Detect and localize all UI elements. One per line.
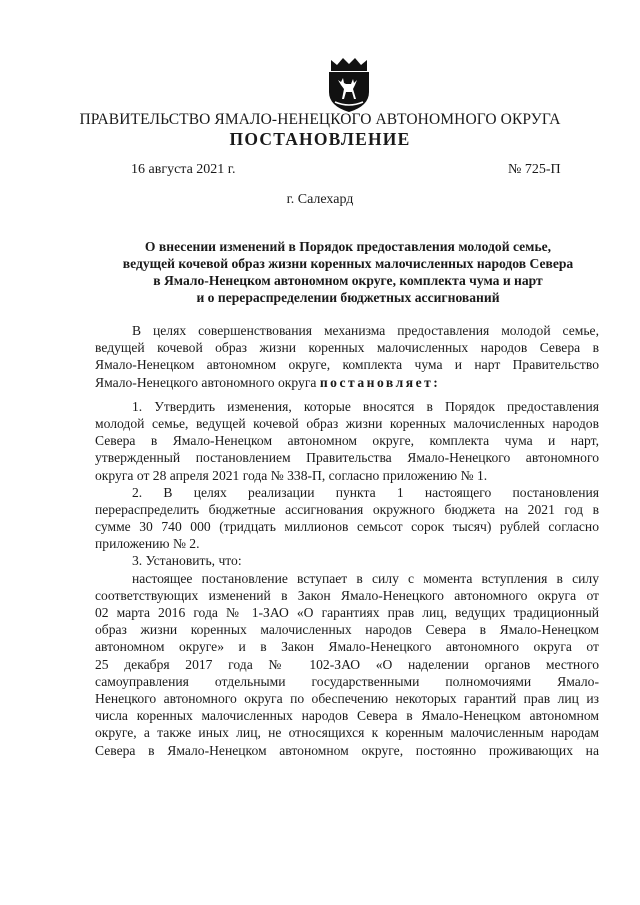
item-1-line: утвержденный постановлением Правительства Ямало-Ненецкого автономного: [95, 450, 599, 466]
item-3-line: образ жизни коренных малочисленных народов Севера в Ямало-Ненецком: [95, 622, 599, 638]
item-1-line: округа от 28 апреля 2021 года № 338-П, согласно приложению № 1.: [95, 467, 488, 483]
item-2-line: приложению № 2.: [95, 536, 200, 552]
item-1-line: молодой семье, ведущей кочевой образ жизни коренных малочисленных народов: [95, 415, 599, 431]
item-3-heading: 3. Установить, что:: [132, 553, 242, 569]
title-line: в Ямало-Ненецком автономном округе, комплекта чума и нарт: [153, 273, 543, 288]
item-3-line: 02 марта 2016 года № 1-ЗАО «О гарантиях прав лиц, ведущих традиционный: [95, 605, 599, 620]
item-1-line: Севера в Ямало-Ненецком автономном округе, комплекта чума и нарт,: [95, 433, 599, 449]
item-3-line: настоящее постановление вступает в силу с момента вступления в силу: [132, 570, 599, 586]
preamble-text: Ямало-Ненецкого автономного округа: [95, 374, 317, 390]
item-3-line: соответствующих изменений в Закон Ямало-Ненецкого автономного округа от: [95, 587, 599, 603]
title-line: О внесении изменений в Порядок предоставления молодой семье,: [144, 239, 552, 254]
item-3-line: Севера в Ямало-Ненецком автономном округе, постоянно проживающих на: [95, 742, 599, 758]
item-3-line: автономном округе» и в Закон Ямало-Ненецкого автономного округа от: [95, 639, 599, 655]
item-3-line: самоуправления отдельными государственными полномочиями Ямало-: [95, 673, 599, 689]
item-2-line: сумме 30 740 000 (тридцать миллионов семьсот сорок тысяч) рублей согласно: [95, 519, 599, 535]
preamble-line: ведущей кочевой образ жизни коренных малочисленных народов Севера в: [95, 340, 599, 356]
title-line: и о перераспределении бюджетных ассигнований: [196, 290, 500, 305]
resolution-verb: постановляет:: [319, 374, 441, 390]
item-3-line: Ненецкого автономного округа по обеспечению некоторых гарантий прав лиц из: [95, 690, 599, 706]
document-type: ПОСТАНОВЛЕНИЕ: [229, 129, 411, 149]
item-1-line: 1. Утвердить изменения, которые вносятся в Порядок предоставления: [132, 398, 599, 414]
item-3-line: округе, а также иных лиц, не относящихся к коренным малочисленным народам: [95, 725, 599, 741]
title-line: ведущей кочевой образ жизни коренных малочисленных народов Севера: [122, 256, 574, 271]
item-2-line: перераспределить бюджетные ассигнования окружного бюджета на 2021 год в: [95, 501, 599, 517]
government-name: ПРАВИТЕЛЬСТВО ЯМАЛО-НЕНЕЦКОГО АВТОНОМНОГО ОКРУГА: [79, 111, 561, 128]
document-body: [95, 322, 599, 759]
document-city: г. Салехард: [286, 192, 354, 207]
preamble-line: Ямало-Ненецком автономном округе, комплекта чума и нарт Правительство: [95, 357, 599, 373]
item-3-line: числа коренных малочисленных народов Севера в Ямало-Ненецком автономном: [95, 708, 599, 724]
coat-of-arms-icon: [323, 56, 375, 114]
document-number: № 725-П: [508, 162, 561, 177]
item-2-line: 2. В целях реализации пункта 1 настоящего постановления: [132, 484, 599, 500]
preamble-line: В целях совершенствования механизма предоставления молодой семье,: [132, 323, 599, 338]
document-date: 16 августа 2021 г.: [131, 162, 236, 177]
preamble-last-line: [95, 374, 599, 391]
item-3-line: 25 декабря 2017 года № 102-ЗАО «О наделении органов местного: [95, 656, 599, 672]
document-title: [96, 238, 600, 306]
